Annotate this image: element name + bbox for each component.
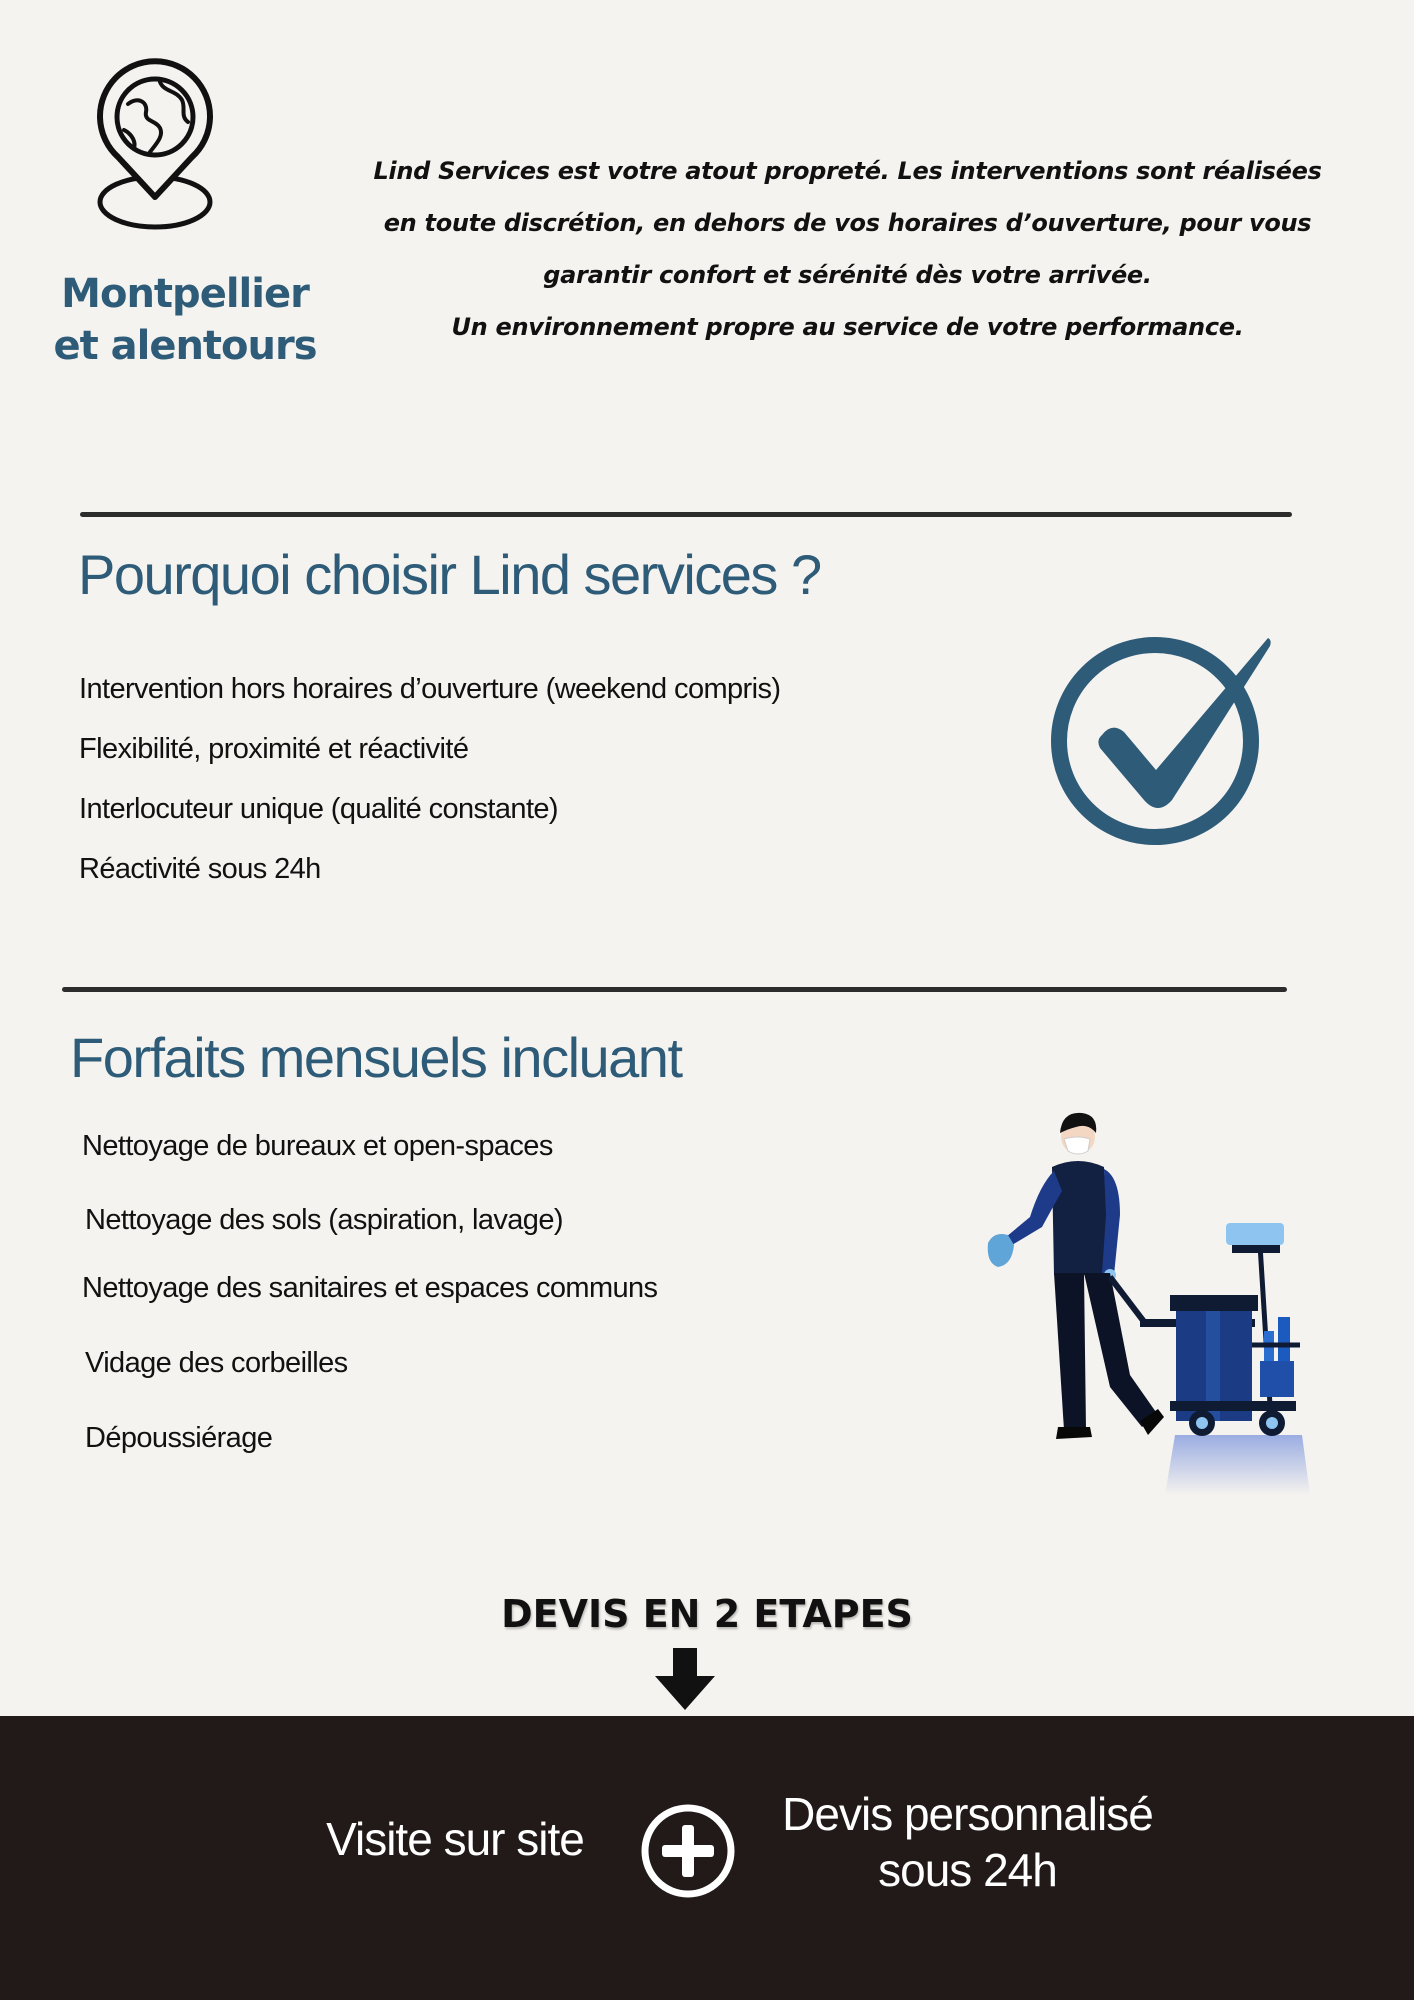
package-item: Dépoussiérage	[85, 1422, 273, 1454]
package-item: Vidage des corbeilles	[85, 1347, 348, 1379]
package-item: Nettoyage des sols (aspiration, lavage)	[85, 1204, 563, 1236]
step-custom-quote-line2: sous 24h	[878, 1844, 1057, 1896]
why-item: Intervention hors horaires d’ouverture (weekend compris)	[79, 673, 781, 705]
down-arrow-icon	[655, 1648, 715, 1710]
package-item: Nettoyage des sanitaires et espaces communs	[82, 1272, 658, 1304]
intro-line: Un environnement propre au service de votre performance.	[451, 313, 1244, 341]
plus-circle-icon	[640, 1803, 736, 1899]
why-item: Réactivité sous 24h	[79, 853, 321, 885]
section-divider	[62, 987, 1287, 992]
section-divider	[80, 512, 1292, 517]
why-item: Interlocuteur unique (qualité constante)	[79, 793, 558, 825]
intro-line: en toute discrétion, en dehors de vos horaires d’ouverture, pour vous	[383, 209, 1312, 237]
check-circle-icon	[1040, 630, 1280, 850]
why-item: Flexibilité, proximité et réactivité	[79, 733, 469, 765]
step-site-visit: Visite sur site	[326, 1813, 584, 1865]
intro-line: Lind Services est votre atout propreté. Les interventions sont réalisées	[373, 157, 1322, 185]
step-custom-quote	[745, 1786, 1190, 1898]
packages-title: Forfaits mensuels incluant	[70, 1026, 682, 1089]
step-custom-quote-line1: Devis personnalisé	[782, 1788, 1153, 1840]
service-area-line2: et alentours	[53, 323, 317, 369]
service-area-label	[50, 268, 320, 372]
globe-pin-icon	[90, 52, 220, 232]
package-item: Nettoyage de bureaux et open-spaces	[82, 1130, 553, 1162]
service-area-line1: Montpellier	[61, 271, 309, 317]
why-choose-title: Pourquoi choisir Lind services ?	[78, 543, 821, 606]
intro-paragraph	[370, 145, 1325, 353]
cleaning-worker-illustration	[980, 1105, 1320, 1495]
quote-steps-heading: DEVIS EN 2 ETAPES	[501, 1592, 913, 1636]
intro-line: garantir confort et sérénité dès votre arrivée.	[543, 261, 1152, 289]
